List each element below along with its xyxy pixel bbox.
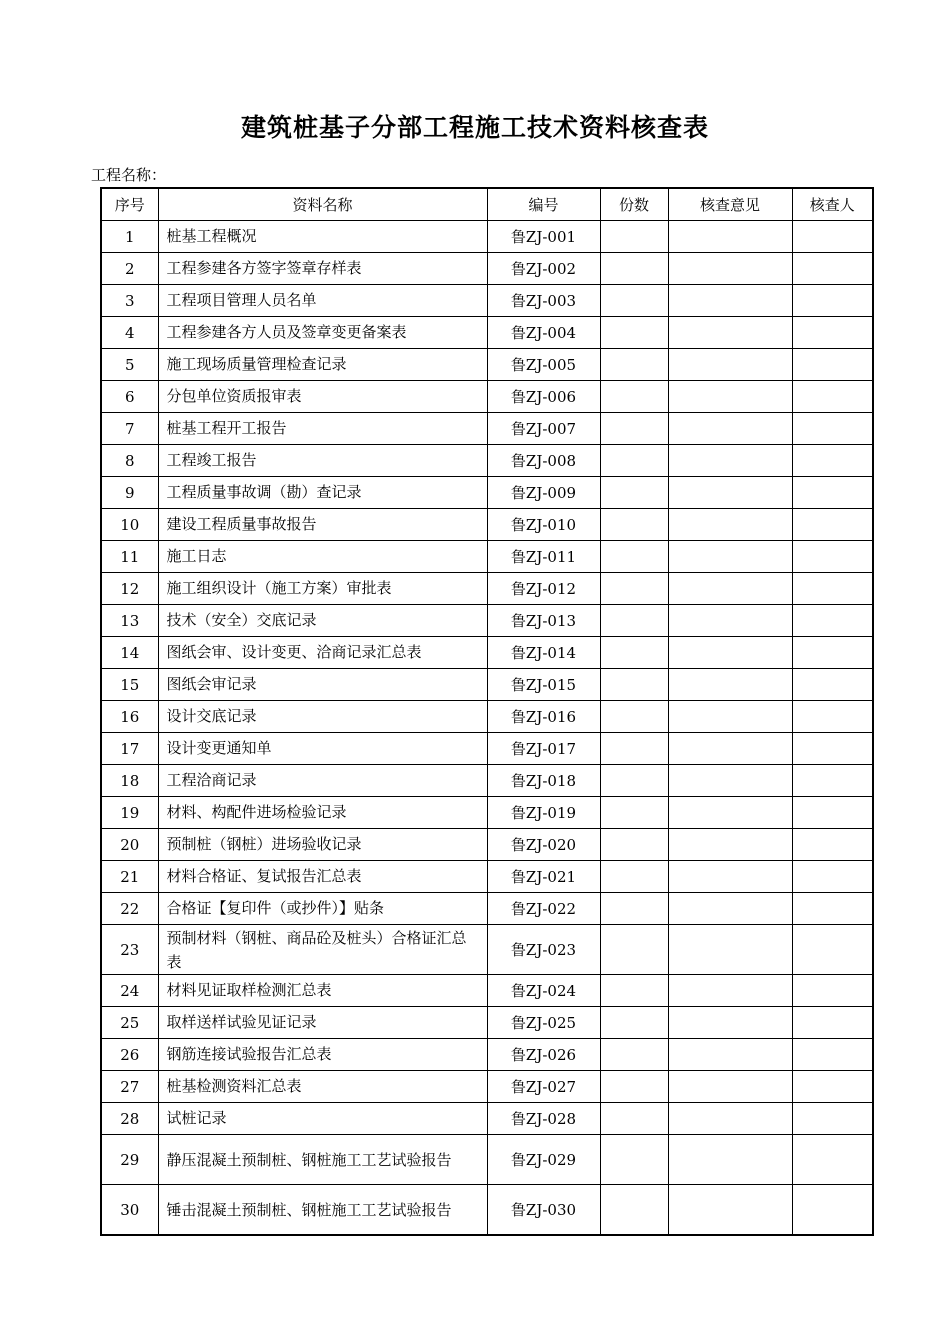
copies-cell (600, 733, 668, 765)
document-name: 设计交底记录 (158, 701, 487, 733)
document-name: 材料见证取样检测汇总表 (158, 975, 487, 1007)
checker-cell (792, 221, 873, 253)
checker-cell (792, 975, 873, 1007)
row-number: 20 (101, 829, 158, 861)
check-opinion-cell (668, 669, 792, 701)
copies-cell (600, 381, 668, 413)
copies-cell (600, 1103, 668, 1135)
document-name: 取样送样试验见证记录 (158, 1007, 487, 1039)
table-row (101, 733, 873, 765)
row-number: 25 (101, 1007, 158, 1039)
document-name: 钢筋连接试验报告汇总表 (158, 1039, 487, 1071)
document-name: 建设工程质量事故报告 (158, 509, 487, 541)
document-name: 工程参建各方签字签章存样表 (158, 253, 487, 285)
document-code: 鲁ZJ-011 (487, 541, 600, 573)
document-name: 材料合格证、复试报告汇总表 (158, 861, 487, 893)
document-name: 工程参建各方人员及签章变更备案表 (158, 317, 487, 349)
document-name: 预制材料（钢桩、商品砼及桩头）合格证汇总表 (158, 925, 487, 975)
check-opinion-cell (668, 221, 792, 253)
copies-cell (600, 221, 668, 253)
table-row (101, 509, 873, 541)
table-row (101, 637, 873, 669)
checker-cell (792, 509, 873, 541)
document-code: 鲁ZJ-006 (487, 381, 600, 413)
check-opinion-cell (668, 1039, 792, 1071)
project-name-label: 工程名称： (91, 166, 167, 184)
document-code: 鲁ZJ-005 (487, 349, 600, 381)
row-number: 30 (101, 1185, 158, 1236)
checker-cell (792, 1007, 873, 1039)
checker-cell (792, 829, 873, 861)
table-row (101, 701, 873, 733)
table-row (101, 925, 873, 975)
check-opinion-cell (668, 1185, 792, 1236)
table-row (101, 893, 873, 925)
checker-cell (792, 477, 873, 509)
document-code: 鲁ZJ-008 (487, 445, 600, 477)
row-number: 16 (101, 701, 158, 733)
document-name: 技术（安全）交底记录 (158, 605, 487, 637)
check-opinion-cell (668, 701, 792, 733)
table-row (101, 221, 873, 253)
document-code: 鲁ZJ-022 (487, 893, 600, 925)
checker-cell (792, 925, 873, 975)
table-row (101, 381, 873, 413)
table-row (101, 445, 873, 477)
table-row (101, 975, 873, 1007)
copies-cell (600, 829, 668, 861)
table-row (101, 765, 873, 797)
document-code: 鲁ZJ-024 (487, 975, 600, 1007)
copies-cell (600, 605, 668, 637)
document-code: 鲁ZJ-020 (487, 829, 600, 861)
document-name: 工程项目管理人员名单 (158, 285, 487, 317)
copies-cell (600, 1135, 668, 1185)
table-row (101, 413, 873, 445)
check-opinion-cell (668, 445, 792, 477)
document-code: 鲁ZJ-016 (487, 701, 600, 733)
copies-cell (600, 317, 668, 349)
check-opinion-cell (668, 413, 792, 445)
row-number: 10 (101, 509, 158, 541)
row-number: 24 (101, 975, 158, 1007)
document-name: 静压混凝土预制桩、钢桩施工工艺试验报告 (158, 1135, 487, 1185)
row-number: 14 (101, 637, 158, 669)
copies-cell (600, 1071, 668, 1103)
document-code: 鲁ZJ-003 (487, 285, 600, 317)
row-number: 23 (101, 925, 158, 975)
document-code: 鲁ZJ-025 (487, 1007, 600, 1039)
document-name: 桩基工程开工报告 (158, 413, 487, 445)
copies-cell (600, 285, 668, 317)
col-header-name: 资料名称 (158, 188, 487, 221)
checker-cell (792, 381, 873, 413)
check-opinion-cell (668, 605, 792, 637)
document-code: 鲁ZJ-018 (487, 765, 600, 797)
document-code: 鲁ZJ-009 (487, 477, 600, 509)
table-row (101, 1039, 873, 1071)
document-code: 鲁ZJ-017 (487, 733, 600, 765)
copies-cell (600, 541, 668, 573)
copies-cell (600, 975, 668, 1007)
check-opinion-cell (668, 861, 792, 893)
row-number: 21 (101, 861, 158, 893)
checker-cell (792, 1135, 873, 1185)
copies-cell (600, 509, 668, 541)
checker-cell (792, 317, 873, 349)
row-number: 17 (101, 733, 158, 765)
check-opinion-cell (668, 317, 792, 349)
row-number: 18 (101, 765, 158, 797)
col-header-opinion: 核查意见 (668, 188, 792, 221)
document-title: 建筑桩基子分部工程施工技术资料核查表 (240, 113, 709, 142)
check-opinion-cell (668, 541, 792, 573)
checker-cell (792, 541, 873, 573)
check-opinion-cell (668, 1071, 792, 1103)
row-number: 6 (101, 381, 158, 413)
document-name: 设计变更通知单 (158, 733, 487, 765)
document-name: 桩基工程概况 (158, 221, 487, 253)
table-row (101, 605, 873, 637)
copies-cell (600, 701, 668, 733)
checker-cell (792, 1185, 873, 1236)
document-name: 工程质量事故调（勘）查记录 (158, 477, 487, 509)
document-code: 鲁ZJ-026 (487, 1039, 600, 1071)
check-opinion-cell (668, 1135, 792, 1185)
row-number: 4 (101, 317, 158, 349)
copies-cell (600, 573, 668, 605)
row-number: 12 (101, 573, 158, 605)
row-number: 26 (101, 1039, 158, 1071)
document-code: 鲁ZJ-007 (487, 413, 600, 445)
document-name: 锤击混凝土预制桩、钢桩施工工艺试验报告 (158, 1185, 487, 1236)
copies-cell (600, 1007, 668, 1039)
document-name: 分包单位资质报审表 (158, 381, 487, 413)
check-opinion-cell (668, 829, 792, 861)
document-name: 图纸会审、设计变更、洽商记录汇总表 (158, 637, 487, 669)
copies-cell (600, 413, 668, 445)
col-header-copies: 份数 (600, 188, 668, 221)
check-opinion-cell (668, 925, 792, 975)
col-header-checker: 核查人 (792, 188, 873, 221)
checker-cell (792, 413, 873, 445)
document-code: 鲁ZJ-002 (487, 253, 600, 285)
check-table (100, 187, 874, 1236)
document-name: 预制桩（钢桩）进场验收记录 (158, 829, 487, 861)
table-row (101, 541, 873, 573)
check-opinion-cell (668, 509, 792, 541)
checker-cell (792, 733, 873, 765)
document-code: 鲁ZJ-027 (487, 1071, 600, 1103)
col-header-no: 序号 (101, 188, 158, 221)
document-code: 鲁ZJ-014 (487, 637, 600, 669)
row-number: 13 (101, 605, 158, 637)
checker-cell (792, 765, 873, 797)
row-number: 22 (101, 893, 158, 925)
row-number: 8 (101, 445, 158, 477)
check-opinion-cell (668, 381, 792, 413)
check-opinion-cell (668, 253, 792, 285)
row-number: 28 (101, 1103, 158, 1135)
row-number: 11 (101, 541, 158, 573)
document-code: 鲁ZJ-004 (487, 317, 600, 349)
row-number: 19 (101, 797, 158, 829)
document-name: 施工日志 (158, 541, 487, 573)
checker-cell (792, 605, 873, 637)
check-opinion-cell (668, 733, 792, 765)
row-number: 9 (101, 477, 158, 509)
document-name: 材料、构配件进场检验记录 (158, 797, 487, 829)
document-code: 鲁ZJ-029 (487, 1135, 600, 1185)
copies-cell (600, 797, 668, 829)
checker-cell (792, 1071, 873, 1103)
table-row (101, 477, 873, 509)
row-number: 7 (101, 413, 158, 445)
checker-cell (792, 893, 873, 925)
check-opinion-cell (668, 573, 792, 605)
copies-cell (600, 253, 668, 285)
table-row (101, 1103, 873, 1135)
document-code: 鲁ZJ-013 (487, 605, 600, 637)
table-row (101, 669, 873, 701)
table-row (101, 797, 873, 829)
copies-cell (600, 925, 668, 975)
document-code: 鲁ZJ-028 (487, 1103, 600, 1135)
check-opinion-cell (668, 1007, 792, 1039)
document-code: 鲁ZJ-023 (487, 925, 600, 975)
document-name: 工程竣工报告 (158, 445, 487, 477)
check-opinion-cell (668, 1103, 792, 1135)
document-name: 施工现场质量管理检查记录 (158, 349, 487, 381)
checker-cell (792, 1103, 873, 1135)
checker-cell (792, 797, 873, 829)
table-row (101, 573, 873, 605)
table-row (101, 1071, 873, 1103)
document-code: 鲁ZJ-015 (487, 669, 600, 701)
document-name: 试桩记录 (158, 1103, 487, 1135)
checker-cell (792, 285, 873, 317)
copies-cell (600, 477, 668, 509)
check-opinion-cell (668, 893, 792, 925)
document-code: 鲁ZJ-021 (487, 861, 600, 893)
table-row (101, 1135, 873, 1185)
checker-cell (792, 445, 873, 477)
document-name: 工程洽商记录 (158, 765, 487, 797)
checker-cell (792, 701, 873, 733)
copies-cell (600, 861, 668, 893)
document-code: 鲁ZJ-030 (487, 1185, 600, 1236)
check-opinion-cell (668, 637, 792, 669)
row-number: 3 (101, 285, 158, 317)
document-name: 图纸会审记录 (158, 669, 487, 701)
table-row (101, 253, 873, 285)
document-name: 施工组织设计（施工方案）审批表 (158, 573, 487, 605)
row-number: 15 (101, 669, 158, 701)
checker-cell (792, 861, 873, 893)
table-row (101, 1185, 873, 1236)
check-opinion-cell (668, 285, 792, 317)
copies-cell (600, 893, 668, 925)
row-number: 5 (101, 349, 158, 381)
table-body (101, 221, 873, 1236)
check-opinion-cell (668, 477, 792, 509)
copies-cell (600, 1039, 668, 1071)
document-code: 鲁ZJ-019 (487, 797, 600, 829)
checker-cell (792, 573, 873, 605)
check-opinion-cell (668, 765, 792, 797)
check-opinion-cell (668, 349, 792, 381)
document-code: 鲁ZJ-010 (487, 509, 600, 541)
col-header-code: 编号 (487, 188, 600, 221)
table-row (101, 829, 873, 861)
document-code: 鲁ZJ-001 (487, 221, 600, 253)
table-row (101, 317, 873, 349)
checker-cell (792, 1039, 873, 1071)
row-number: 29 (101, 1135, 158, 1185)
table-header-row (101, 188, 873, 221)
document-code: 鲁ZJ-012 (487, 573, 600, 605)
table-row (101, 349, 873, 381)
copies-cell (600, 1185, 668, 1236)
check-opinion-cell (668, 797, 792, 829)
row-number: 27 (101, 1071, 158, 1103)
checker-cell (792, 669, 873, 701)
check-opinion-cell (668, 975, 792, 1007)
table-row (101, 1007, 873, 1039)
checker-cell (792, 253, 873, 285)
copies-cell (600, 349, 668, 381)
checker-cell (792, 637, 873, 669)
copies-cell (600, 445, 668, 477)
table-row (101, 861, 873, 893)
checker-cell (792, 349, 873, 381)
table-row (101, 285, 873, 317)
row-number: 1 (101, 221, 158, 253)
copies-cell (600, 637, 668, 669)
row-number: 2 (101, 253, 158, 285)
document-name: 桩基检测资料汇总表 (158, 1071, 487, 1103)
copies-cell (600, 669, 668, 701)
document-name: 合格证【复印件（或抄件）】贴条 (158, 893, 487, 925)
copies-cell (600, 765, 668, 797)
